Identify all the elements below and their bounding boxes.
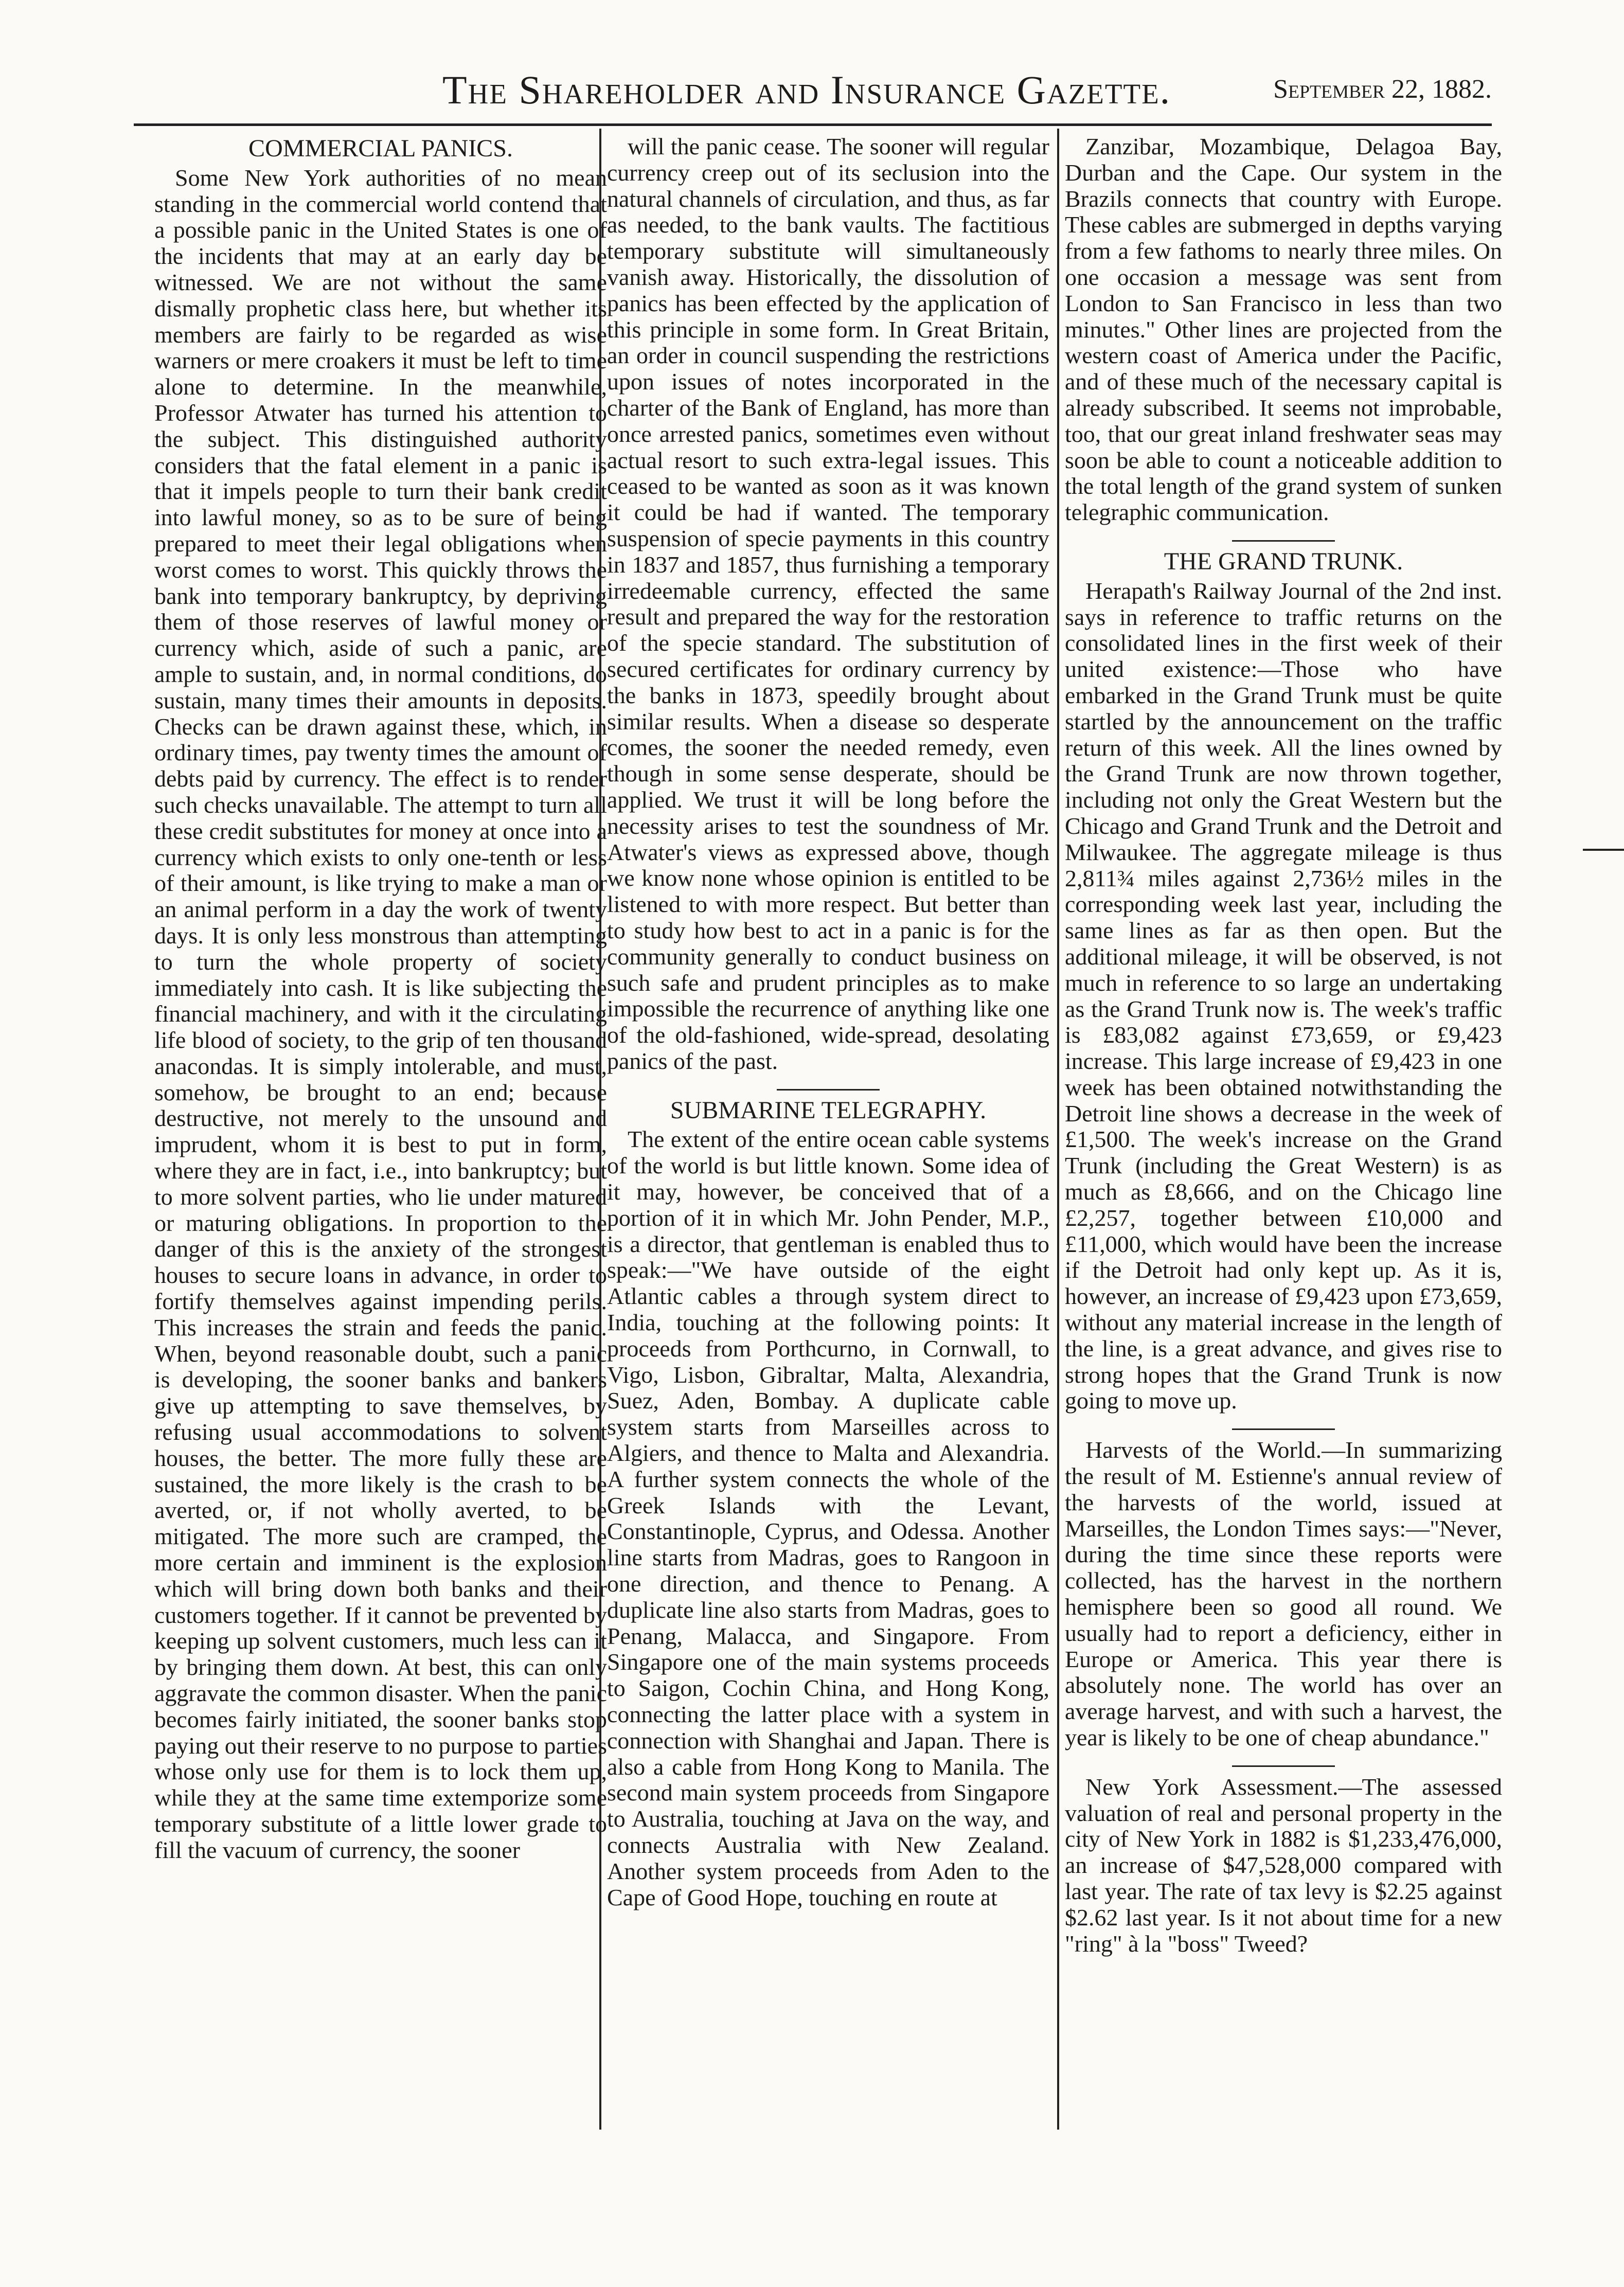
article-heading: THE GRAND TRUNK.: [1164, 547, 1403, 575]
article-heading: COMMERCIAL PANICS.: [248, 135, 513, 162]
section-rule: [1232, 540, 1335, 542]
header-rule: [134, 123, 1492, 126]
publication-title: The Shareholder and Insurance Gazette.: [442, 67, 1171, 112]
article-heading: SUBMARINE TELEGRAPHY.: [670, 1096, 987, 1124]
article-text: will the panic cease. The sooner will regular currency creep out of its seclusion into the natural channels of circulation, and thus, as far as needed, to the bank vaults. The factitious temporary substitute will simultaneously vanish away. Historically, the dissolution of panics has been effected by the application of this principle in some form. In Great Britain, an order in council suspending the restrictions upon issues of notes incorporated in the charter of the Bank of England, has more than once arrested panics, sometimes even without actual resort to such extra-legal issues. This ceased to be wanted as soon as it was known it could be had if wanted. The temporary suspension of specie payments in this country in 1837 and 1857, thus furnishing a temporary irredeemable currency, effected the same result and prepared the way for the restoration of the specie standard. The substitution of secured certificates for ordinary currency by the banks in 1873, speedily brought about similar results. When a disease so desperate comes, the sooner the needed remedy, even though in some sense desperate, should be applied. We trust it will be long before the necessity arises to test the soundness of Mr. Atwater's views as expressed above, though we know none whose opinion is entitled to be listened to with more respect. But better than to study how best to act in a panic is for the community generally to conduct business on such safe and prudent principles as to make impossible the recurrence of anything like one of the old-fashioned, wide-spread, desolating panics of the past.: [607, 134, 1049, 1074]
column-2: [607, 134, 1049, 2130]
column-1: [154, 134, 607, 2130]
article-text: Some New York authorities of no mean standing in the commercial world contend that a possible panic in the United States is one of the incidents that may at an early day be witnessed. We are not without the same dismally prophetic class here, but whether its members are fairly to be regarded as wise warners or mere croakers it must be left to time alone to determine. In the meanwhile, Professor Atwater has turned his attention to the subject. This distinguished authority considers that the fatal element in a panic is that it impels people to turn their bank credit into lawful money, so as to be sure of being prepared to meet their legal obligations when worst comes to worst. This quickly throws the bank into temporary bankruptcy, by depriving them of those reserves of lawful money or currency which, aside of such a panic, are ample to sustain, and, in normal conditions, do sustain, many times their amounts in deposits. Checks can be drawn against these, which, in ordinary times, pay twenty times the amount of debts paid by currency. The effect is to render such checks unavailable. The attempt to turn all these credit substitutes for money at once into a currency which exists to only one-tenth or less of their amount, is like trying to make a man or an animal perform in a day the work of twenty days. It is only less monstrous than attempting to turn the whole property of society immediately into cash. It is like subjecting the financial machinery, and with it the circulating life blood of society, to the grip of ten thousand anacondas. It is simply intolerable, and must, somehow, be brought to an end; because destructive, not merely to the unsound and imprudent, whom it is best to put in form, where they are in fact, i.e., into bankruptcy; but to more solvent parties, who lie under matured or maturing obligations. In proportion to the danger of this is the anxiety of the strongest houses to secure loans in advance, in order to fortify themselves against impending perils. This increases the strain and feeds the panic. When, beyond reasonable doubt, such a panic is developing, the sooner banks and bankers give up attempting to save themselves, by refusing usual accommodations to solvent houses, the better. The more fully these are sustained, the more likely is the crash to be averted, or, if not wholly averted, to be mitigated. The more such are cramped, the more certain and imminent is the explosion which will bring down both banks and their customers together. If it cannot be prevented by keeping up solvent customers, much less can it by bringing them down. At best, this can only aggravate the common disaster. When the panic becomes fairly initiated, the sooner banks stop paying out their reserve to no purpose to parties whose only use for them is to lock them up, while they at the same time extemporize some temporary substitute of a little lower grade to fill the vacuum of currency, the sooner: [154, 164, 607, 1863]
column-divider: [1057, 129, 1059, 2130]
article-text: The extent of the entire ocean cable systems of the world is but little known. Some idea of it may, however, be conceived that of a portion of it in which Mr. John Pender, M.P., is a director, that gentleman is enabled thus to speak:—"We have outside of the eight Atlantic cables a through system direct to India, touching at the following points: It proceeds from Porthcurno, in Cornwall, to Vigo, Lisbon, Gibraltar, Malta, Alexandria, Suez, Aden, Bombay. A duplicate cable system starts from Marseilles across to Algiers, and thence to Malta and Alexandria. A further system connects the whole of the Greek Islands with the Levant, Constantinople, Cyprus, and Odessa. Another line starts from Madras, goes to Rangoon in one direction, and thence to Penang. A duplicate line also starts from Madras, goes to Penang, Malacca, and Singapore. From Singapore one of the main systems proceeds to Saigon, Cochin China, and Hong Kong, connecting the latter place with a system in connection with Shanghai and Japan. There is also a cable from Hong Kong to Manila. The second main system proceeds from Singapore to Australia, touching at Java on the way, and connects Australia with New Zealand. Another system proceeds from Aden to the Cape of Good Hope, touching en route at: [607, 1126, 1049, 1910]
article-text: Harvests of the World.—In summarizing the result of M. Estienne's annual review of the harvests of the world, issued at Marseilles, the London Times says:—"Never, during the time since these reports were collected, has the harvest in the northern hemisphere been so good all round. We usually had to report a deficiency, either in Europe or America. This year there is absolutely none. The world has over an average harvest, and with such a harvest, the year is likely to be one of cheap abundance.": [1065, 1437, 1502, 1751]
section-rule: [777, 1089, 880, 1091]
section-rule: [1232, 1765, 1335, 1767]
article-text: Zanzibar, Mozambique, Delagoa Bay, Durban and the Cape. Our system in the Brazils connects that country with Europe. These cables are submerged in depths varying from a few fathoms to nearly three miles. On one occasion a message was sent from London to San Francisco in less than two minutes." Other lines are projected from the western coast of America under the Pacific, and of these much of the necessary capital is already subscribed. It seems not improbable, too, that our great inland freshwater seas may soon be able to count a noticeable addition to the total length of the grand system of sunken telegraphic communication.: [1065, 134, 1502, 526]
section-rule: [1232, 1428, 1335, 1430]
article-text: New York Assessment.—The assessed valuation of real and personal property in the city of New York in 1882 is $1,233,476,000, an increase of $47,528,000 compared with last year. The rate of tax levy is $2.25 against $2.62 last year. Is it not about time for a new "ring" à la "boss" Tweed?: [1065, 1773, 1502, 1957]
column-3: [1065, 134, 1502, 2130]
article-text: Herapath's Railway Journal of the 2nd inst. says in reference to traffic returns on the consolidated lines in the first week of their united existence:—Those who have embarked in the Grand Trunk must be quite startled by the announcement on the traffic return of this week. All the lines owned by the Grand Trunk are now thrown together, including not only the Great Western but the Chicago and Grand Trunk and the Detroit and Milwaukee. The aggregate mileage is thus 2,811¾ miles against 2,736½ miles in the corresponding week last year, including the same lines as far as then open. But the additional mileage, it will be observed, is not much in reference to so large an undertaking as the Grand Trunk now is. The week's traffic is £83,082 against £73,659, or £9,423 increase. This large increase of £9,423 in one week has been obtained notwithstanding the Detroit line shows a decrease in the week of £1,500. The week's increase on the Grand Trunk (including the Great Western) is as much as £8,666, and on the Chicago line £2,257, together between £10,000 and £11,000, which would have been the increase if the Detroit had only kept up. As it is, however, an increase of £9,423 upon £73,659, without any material increase in the length of the line, is a great advance, and gives rise to strong hopes that the Grand Trunk is now going to move up.: [1065, 577, 1502, 1414]
issue-date: September 22, 1882.: [1273, 75, 1492, 104]
page-edge-mark: [1583, 849, 1624, 871]
masthead: [154, 67, 1492, 129]
